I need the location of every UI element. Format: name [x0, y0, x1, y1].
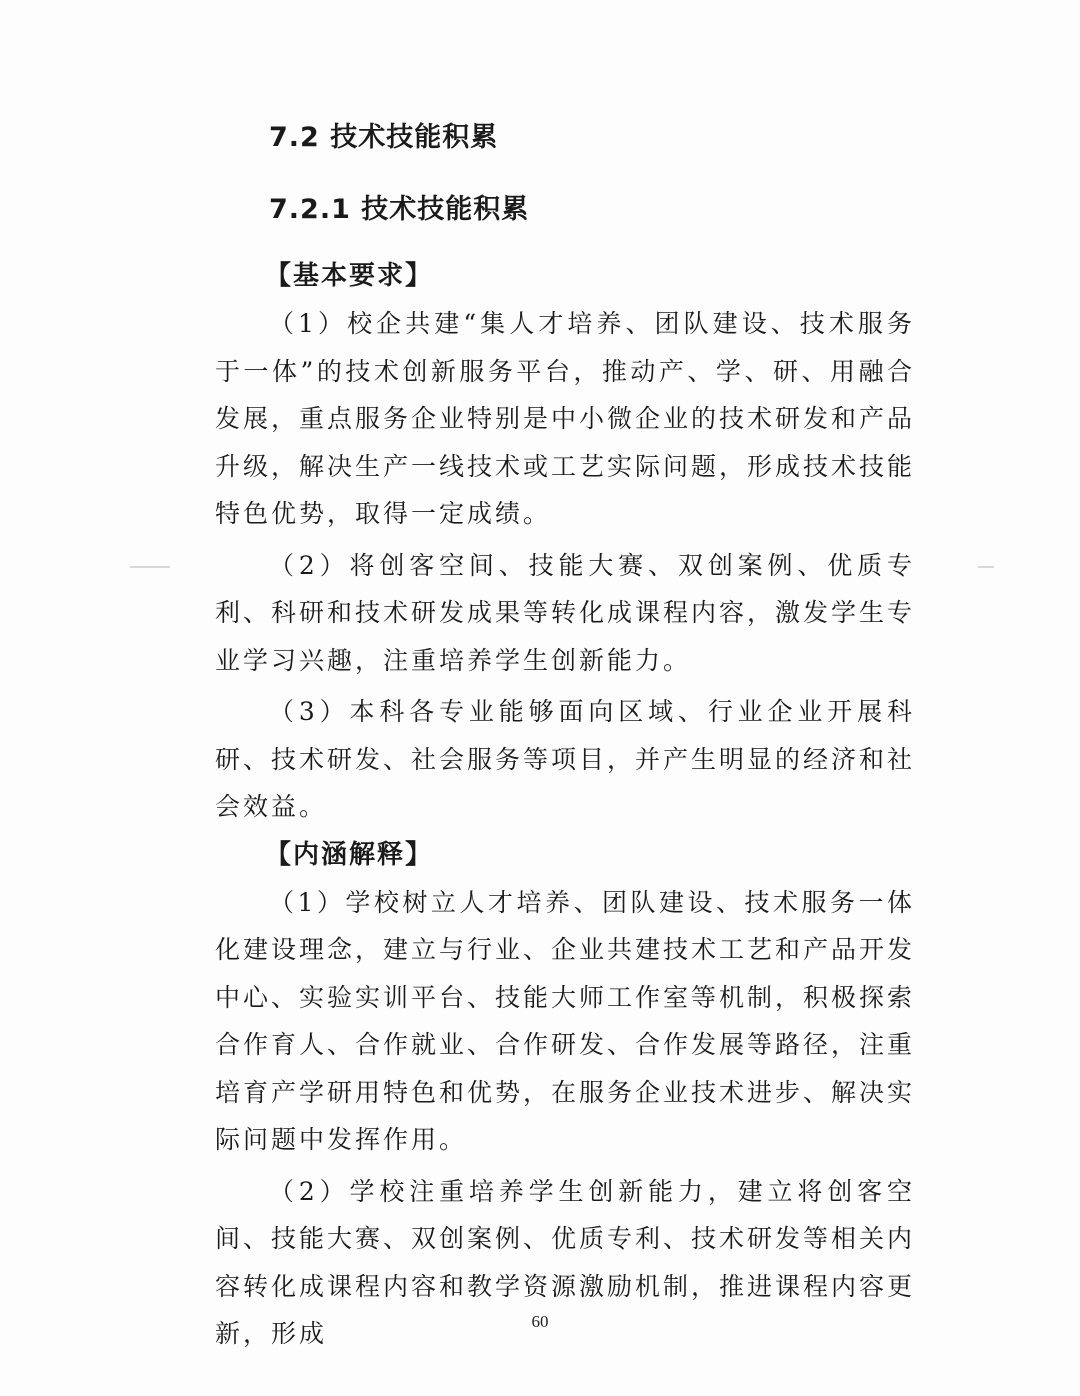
- subsection-heading: 7.2.1 技术技能积累: [269, 194, 530, 225]
- interpretation-label: 【内涵解释】: [265, 839, 434, 870]
- requirement-item-2: （2）将创客空间、技能大赛、双创案例、优质专利、科研和技术研发成果等转化成课程内容，激发学生专业学习兴趣，注重培养学生创新能力。: [215, 550, 916, 675]
- requirement-item-1: （1）校企共建“集人才培养、团队建设、技术服务于一体”的技术创新服务平台，推动产、学、研、用融合发展，重点服务企业特别是中小微企业的技术研发和产品升级，解决生产一线技术或工艺实际问题，形成技术技能特色优势，取得一定成绩。: [215, 309, 916, 528]
- requirement-item-3: （3）本科各专业能够面向区域、行业企业开展科研、技术研发、社会服务等项目，并产生明显的经济和社会效益。: [215, 697, 916, 821]
- scan-artifact-left: [130, 566, 170, 568]
- interpretation-item-2: （2）学校注重培养学生创新能力，建立将创客空间、技能大赛、双创案例、优质专利、技术研发等相关内容转化成课程内容和教学资源激励机制，推进课程内容更新，形成: [215, 1176, 916, 1348]
- scan-artifact-right: [978, 566, 994, 568]
- document-body: [215, 112, 915, 1358]
- interpretation-item-1: （1）学校树立人才培养、团队建设、技术服务一体化建设理念，建立与行业、企业共建技术工艺和产品开发中心、实验实训平台、技能大师工作室等机制，积极探索合作育人、合作就业、合作研发、合作发展等路径，注重培育产学研用特色和优势，在服务企业技术进步、解决实际问题中发挥作用。: [215, 887, 916, 1154]
- section-heading: 7.2 技术技能积累: [269, 122, 499, 153]
- page-number: 60: [531, 1312, 549, 1331]
- basic-requirements-label: 【基本要求】: [265, 261, 434, 291]
